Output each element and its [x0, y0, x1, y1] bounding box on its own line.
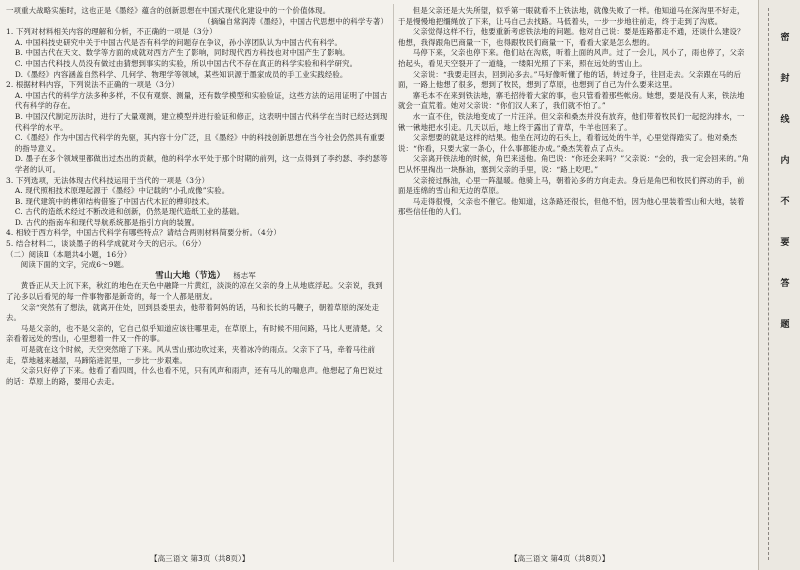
q1-option-d: D.《墨经》内容涵盖自然科学、几何学、物理学等领域，某些知识源于墨家成员的手工业实践经验。	[14, 69, 348, 79]
reading-instruction: 阅读下面的文字，完成6～9题。	[20, 260, 129, 270]
page-footer-right: 【高三语文 第4页（共8页）】	[510, 554, 610, 563]
q1-stem: 1. 下列对材料相关内容的理解和分析，不正确的一项是（3分）	[6, 27, 217, 37]
q3-option-d: D. 古代的指南车和现代导航系统都是指引方向的装置。	[14, 217, 200, 227]
seal-char: 内	[780, 156, 790, 166]
seal-char: 线	[780, 115, 790, 125]
q1-option-c: C. 中国古代科技人员没有做过由猜想到事实的实验，所以中国古代不存在真正的科学实验和科学研究。	[14, 58, 358, 68]
q1-option-a: A. 中国科技史研究中关于中国古代是否有科学的问题存在争议，孙小淳团队认为中国古代有科学。	[14, 37, 343, 47]
page-footer-left: 【高三语文 第3页（共8页）】	[150, 554, 250, 563]
story-title: 雪山大地（节选）	[155, 270, 226, 281]
story-paragraph: 马停下来，父亲也停下来。他们站在沟底，听着上面的风声。过了一会儿，风小了，雨也停了，父亲抬起头，看见天空裂开了一道缝，一缕阳光照了下来，照在远处的雪山上。	[398, 48, 745, 68]
question-5: 5. 结合材料二，谈谈墨子的科学成就对今天的启示。（6分）	[6, 239, 206, 249]
story-paragraph: 父亲接过酥油，心里一阵温暖。他骑上马，朝着沁多的方向走去。身后是角巴和牧民们挥动的手，前面是连绵的雪山和无边的草原。	[398, 175, 745, 196]
q2-option-b: B. 中国汉代制定历法时，进行了大量观测，建立模型并进行验证和修正，这表明中国古代科学在当时已经达到现代科学的水平。	[14, 111, 388, 132]
story-paragraph: 可是就在这个时候，天空突然暗了下来。风从雪山那边吹过来，夹着冰冷的雨点。父亲下了马，牵着马往前走，草地越来越湿，马蹄陷进泥里，一步比一步艰难。	[6, 345, 376, 365]
seal-line	[768, 8, 769, 560]
story-paragraph: 父亲只好停了下来。他看了看四周，什么也看不见，只有风声和雨声，还有马儿的喘息声。他想起了角巴说过的话：草原上的路，要用心去走。	[6, 366, 383, 386]
left-page	[6, 6, 388, 387]
q2-option-d: D. 墨子在多个领域里都做出过杰出的贡献，他的科学水平处于那个时期的前列，这一点得到了李约瑟、李约瑟等学者的认可。	[14, 154, 388, 174]
q1-option-b: B. 中国古代在天文、数学等方面的成就对西方产生了影响，同时现代西方科技也对中国产生了影响。	[14, 48, 350, 58]
story-paragraph: 父亲离开铁法地的时候，角巴来送他。角巴说：“你还会来吗？”父亲说：“会的，我一定会回来的。”角巴从怀里掏出一块酥油，塞到父亲的手里，说：“路上吃吧。”	[398, 154, 750, 174]
story-paragraph: 水一直不住，铁法地变成了一片汪洋。但父亲和桑杰并没有放弃，他们带着牧民们一起挖沟排水，一锹一锹地把水引走。几天以后，地上终于露出了青草，牛羊也回来了。	[398, 111, 745, 132]
story-paragraph: 寨毛本不在来到铁法地，寨毛招待着大家的事，也只管看着那些帐房。她想，要是没有人来，铁法地就会一直荒着。她对父亲说：“你们汉人来了，我们就不怕了。”	[398, 90, 745, 111]
seal-char: 要	[780, 238, 790, 248]
intro-tail: 一项重大战略实施时，这也正是《墨经》蕴含的创新思想在中国式现代化建设中的一个价值体现。	[6, 6, 331, 15]
seal-char: 封	[780, 74, 790, 84]
seal-char: 题	[780, 320, 790, 330]
page-divider	[393, 4, 394, 562]
story-paragraph: 父亲“突然有了想法，就离开住处，回到县委里去，他带着阿妈的话，马和长长的马鞭子，朝着草原的深处走去。	[6, 302, 380, 323]
story-paragraph: 父亲想要的就是这样的结果。他坐在河边的石头上，看着远处的牛羊，心里觉得踏实了。他对桑杰说：“你看，只要大家一条心，什么事都能办成。”桑杰笑着点了点头。	[398, 133, 738, 153]
seal-line-text	[775, 30, 795, 358]
seal-char: 答	[780, 279, 790, 289]
seal-char: 不	[780, 197, 790, 207]
source-line: （摘编自常润涛《墨经》，中国古代思想中的科学专著）	[203, 16, 388, 26]
story-author: 杨志军	[233, 270, 256, 280]
story-paragraph: 父亲觉得这样不行，他要重新考虑铁法地的问题。他对自己说：要是连路都走不通，还谈什么建设？他想，我得跟角巴商量一下，也得跟牧民们商量一下，看看大家是怎么想的。	[398, 27, 745, 47]
question-2	[6, 80, 388, 175]
q3-option-a: A. 现代照相技术原理起源于《墨经》中记载的“小孔成像”实验。	[14, 186, 230, 196]
question-3	[6, 176, 388, 229]
section-heading: （二）阅读Ⅱ（本题共4小题，16分）	[6, 249, 132, 259]
story-paragraph: 马是父亲的，也不是父亲的，它自己似乎知道应该往哪里走，在草原上，有时候不用问路，马比人更清楚。父亲看着远处的雪山，心里想着一件又一件的事。	[6, 323, 383, 344]
question-4: 4. 相较于西方科学，中国古代科学有哪些特点？请结合两则材料简要分析。（4分）	[6, 228, 281, 238]
story-title-line	[6, 271, 388, 282]
story-paragraph: 马走得很慢，父亲也不催它。他知道，这条路还很长，但他不怕，因为他心里装着雪山和大地，装着那些信任他的人们。	[398, 196, 745, 217]
story-paragraph: 黄昏正从天上沉下来，秋红的地色在天色中融降一片黄红，淡淡的凉在父亲的身上从地底浮起。父亲说，我到了沁多以后看见的每一件事物都是新奇的，每一个人都是朋友。	[6, 281, 383, 302]
q2-option-a: A. 中国古代的科学方法多种多样，不仅有观察、测量，还有数学模型和实验验证，这些方法的运用证明了中国古代有科学的存在。	[14, 90, 388, 111]
story-paragraph: 父亲说：“我要走回去，回到沁多去。”马好像听懂了他的话，转过身子，往回走去。父亲跟在马的后面，一路上他想了很多，想到了牧民，想到了草原，也想到了自己为什么要来这里。	[398, 69, 742, 90]
right-page	[398, 6, 750, 218]
q3-stem: 3. 下列选项，无法体现古代科技运用于当代的一项是（3分）	[6, 175, 210, 185]
q3-option-c: C. 古代的造纸术经过不断改进和创新，仍然是现代造纸工业的基础。	[14, 207, 245, 217]
q2-stem: 2. 根据材料内容，下列说法不正确的一项是（3分）	[6, 80, 180, 90]
q2-option-c: C.《墨经》作为中国古代科学的先驱，其内容十分广泛，且《墨经》中的科技创新思想在当今社会仍然具有重要的指导意义。	[14, 133, 385, 153]
seal-char: 密	[780, 33, 790, 43]
q3-option-b: B. 现代建筑中的榫卯结构借鉴了中国古代木匠的榫卯技术。	[14, 196, 214, 206]
story-paragraph: 但是父亲还是大失所望，似乎第一眼就看不上铁法地，就像失败了一样。他知道马在深沟里不好走，于是慢慢地把缰绳放了下来，让马自己去找路。马低着头，一步一步地往前走，终于走到了沟底。	[398, 6, 745, 26]
question-1	[6, 27, 388, 80]
